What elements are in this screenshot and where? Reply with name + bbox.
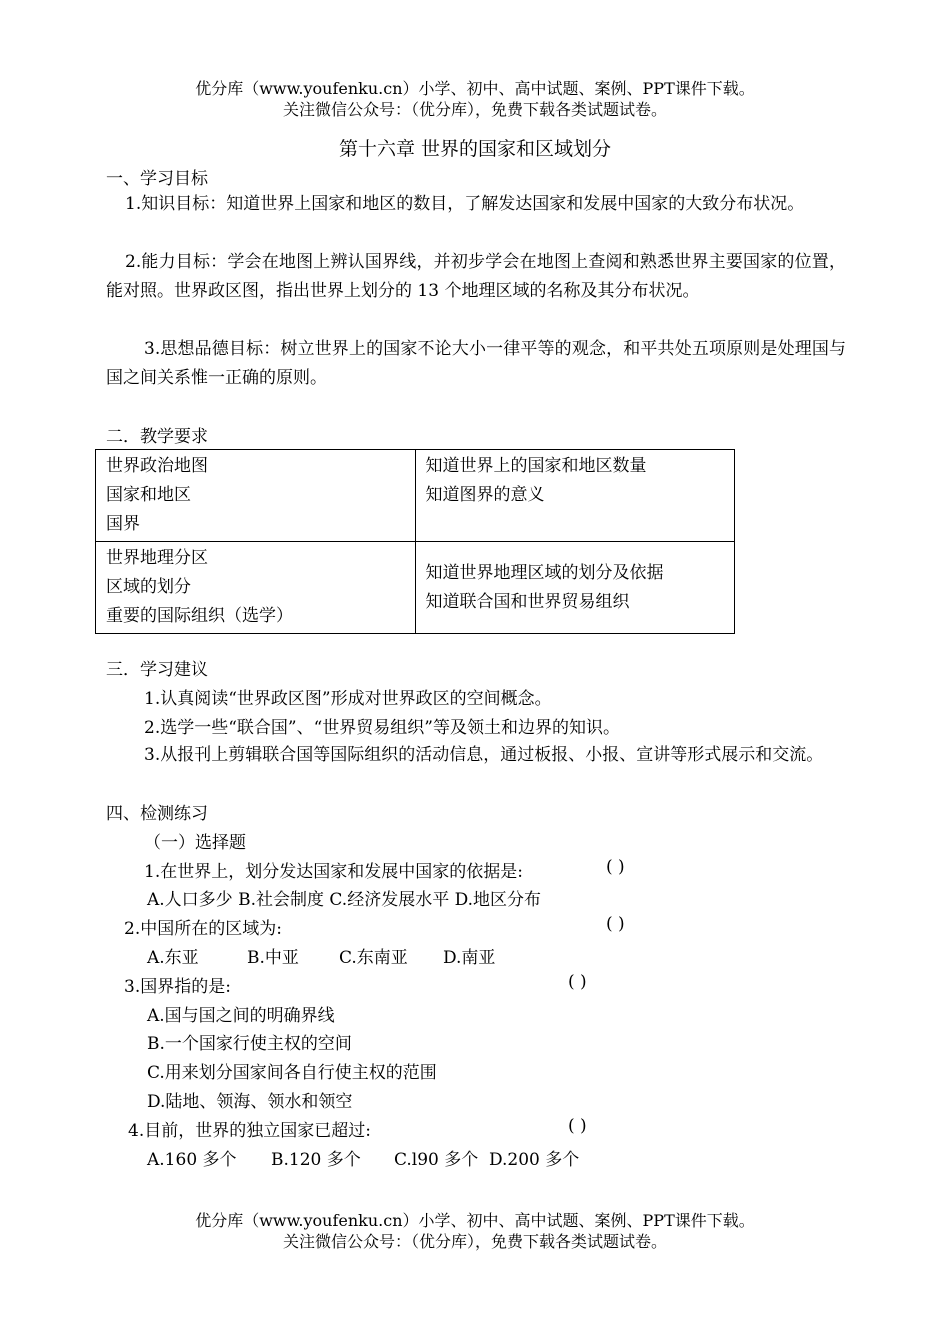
table-row: [96, 450, 735, 542]
question-3-option-d: D.陆地、领海、领水和领空: [147, 1092, 353, 1112]
section-heading-exercises: 四、检测练习: [106, 804, 208, 824]
footer-line-2: 关注微信公众号：（优分库），免费下载各类试题试卷。: [282, 1232, 667, 1251]
question-2-option-c: C.东南亚: [339, 948, 408, 968]
suggestion-1: 1.认真阅读“世界政区图”形成对世界政区的空间概念。: [144, 689, 552, 709]
table-cell-line: 知道世界地理区域的划分及依据: [425, 562, 664, 583]
question-2-option-b: B.中亚: [247, 948, 299, 968]
question-2-answer-blank: ( ): [606, 914, 625, 934]
goal-ability: 2.能力目标：学会在地图上辨认国界线，并初步学会在地图上查阅和熟悉世界主要国家的位置，能对照。世界政区图，指出世界上划分的 13 个地理区域的名称及其分布状况。: [106, 252, 846, 301]
question-2-stem: 2.中国所在的区域为:: [124, 919, 282, 939]
header-line-2: 关注微信公众号：（优分库），免费下载各类试题试卷。: [282, 100, 667, 119]
question-1-options: A.人口多少 B.社会制度 C.经济发展水平 D.地区分布: [147, 890, 542, 910]
page-title: 第十六章 世界的国家和区域划分: [338, 138, 612, 160]
question-4-option-b: B.120 多个: [271, 1150, 361, 1170]
question-3-option-b: B.一个国家行使主权的空间: [147, 1034, 352, 1054]
question-1-stem: 1.在世界上，划分发达国家和发展中国家的依据是:: [144, 862, 523, 882]
table-cell-line: 国家和地区: [106, 485, 191, 505]
header-line-1: 优分库（www.youfenku.cn）小学、初中、高中试题、案例、PPT课件下载。: [195, 79, 755, 98]
question-3-option-c: C.用来划分国家间各自行使主权的范围: [147, 1063, 437, 1083]
section-heading-requirements: 二．教学要求: [106, 427, 208, 447]
table-cell-line: 知道图界的意义: [425, 485, 545, 505]
question-1-answer-blank: ( ): [606, 857, 625, 877]
question-4-option-c: C.l90 多个: [394, 1150, 479, 1170]
table-cell-requirements: [415, 542, 735, 634]
question-4-option-a: A.160 多个: [147, 1150, 237, 1170]
question-4-answer-blank: ( ): [568, 1116, 587, 1136]
footer-line-1: 优分库（www.youfenku.cn）小学、初中、高中试题、案例、PPT课件下载。: [195, 1211, 755, 1230]
table-cell-line: 重要的国际组织（选学）: [106, 606, 293, 626]
question-3-stem: 3.国界指的是:: [124, 977, 231, 997]
table-cell-line: 区域的划分: [106, 577, 191, 597]
goal-knowledge: 1.知识目标：知道世界上国家和地区的数目，了解发达国家和发展中国家的大致分布状况。: [125, 194, 805, 214]
question-3-answer-blank: ( ): [568, 972, 587, 992]
table-cell-line: 世界政治地图: [106, 456, 208, 476]
goal-moral: 3.思想品德目标：树立世界上的国家不论大小一律平等的观念，和平共处五项原则是处理国与国之间关系惟一正确的原则。: [106, 339, 846, 388]
section-heading-goals: 一、学习目标: [106, 169, 208, 189]
table-cell-line: 国界: [106, 514, 140, 534]
subheading-multiple-choice: （一）选择题: [144, 833, 246, 853]
table-cell-topics: [96, 450, 416, 542]
section-heading-suggestions: 三．学习建议: [106, 660, 208, 680]
suggestion-3: 3.从报刊上剪辑联合国等国际组织的活动信息，通过板报、小报、宣讲等形式展示和交流。: [144, 745, 824, 765]
table-cell-line: 世界地理分区: [106, 548, 208, 568]
suggestion-2: 2.选学一些“联合国”、“世界贸易组织”等及领土和边界的知识。: [144, 718, 620, 738]
table-cell-requirements: [415, 450, 735, 542]
table-cell-topics: [96, 542, 416, 634]
table-cell-line: 知道联合国和世界贸易组织: [425, 591, 630, 612]
question-2-option-d: D.南亚: [443, 948, 496, 968]
table-row: [96, 542, 735, 634]
table-cell-line: 知道世界上的国家和地区数量: [425, 456, 647, 476]
requirements-table: [95, 449, 735, 634]
question-4-stem: 4.目前，世界的独立国家已超过:: [128, 1121, 371, 1141]
question-3-option-a: A.国与国之间的明确界线: [147, 1006, 335, 1026]
question-2-option-a: A.东亚: [147, 948, 199, 968]
question-4-option-d: D.200 多个: [489, 1150, 580, 1170]
